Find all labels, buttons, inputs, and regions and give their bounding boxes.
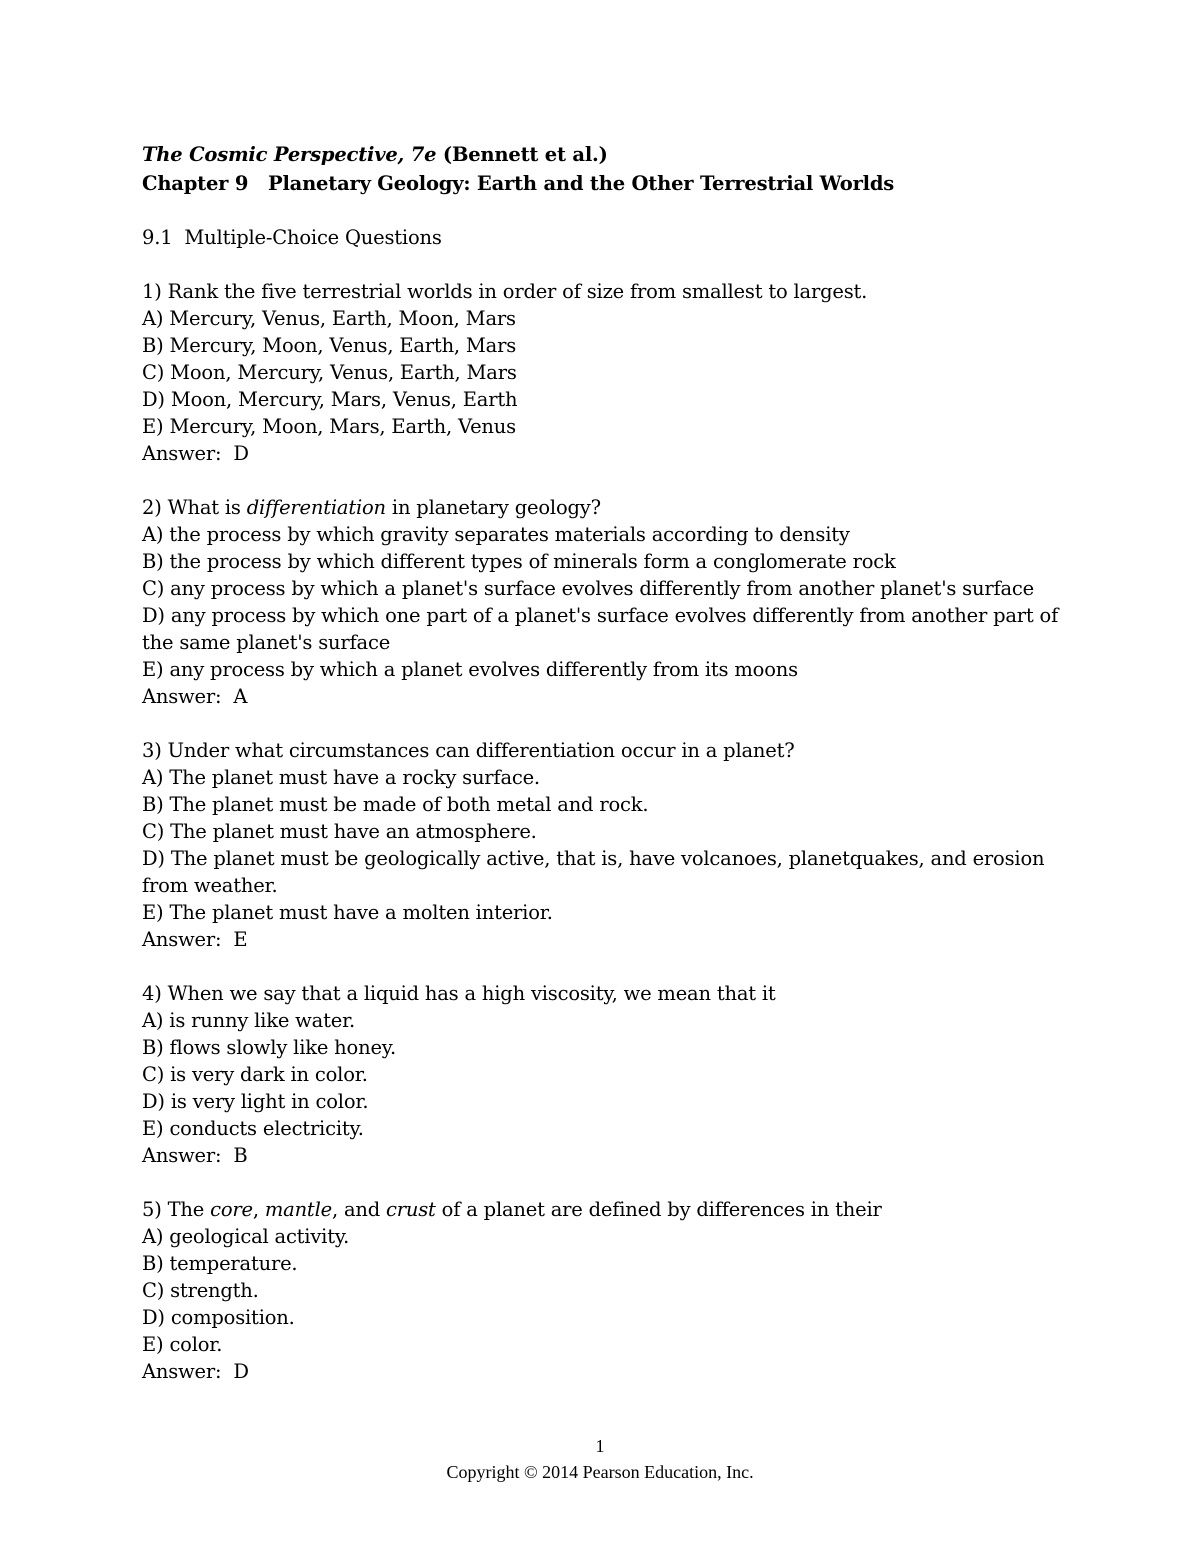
answer-option: C) Moon, Mercury, Venus, Earth, Mars [142,361,517,384]
stem-emphasis: differentiation [246,496,386,519]
stem-text: , and [331,1198,387,1221]
question-4 [142,980,1062,1169]
answer-option: A) is runny like water. [142,1009,356,1032]
answer-option: B) temperature. [142,1252,298,1275]
chapter-title: Chapter 9 Planetary Geology: Earth and the Other Terrestrial Worlds [142,172,895,195]
question-3 [142,737,1062,953]
answer-option: B) flows slowly like honey. [142,1036,397,1059]
answer-option: A) Mercury, Venus, Earth, Moon, Mars [142,307,516,330]
answer-option: A) the process by which gravity separates materials according to density [142,523,850,546]
question-5 [142,1196,1062,1385]
stem-text: 5) The [142,1198,211,1221]
book-edition: 7e [410,143,437,166]
stem-emphasis: core [210,1198,253,1221]
answer-option: B) The planet must be made of both metal and rock. [142,793,649,816]
stem-text: in planetary geology? [385,496,601,519]
book-title: The Cosmic Perspective, [142,143,405,166]
answer-option: E) The planet must have a molten interior. [142,901,553,924]
question-stem: 4) When we say that a liquid has a high viscosity, we mean that it [142,982,776,1005]
answer-option: A) geological activity. [142,1225,350,1248]
question-stem [142,494,1062,521]
answer-option: D) any process by which one part of a planet's surface evolves differently from another part of the same planet's surface [142,604,1059,654]
stem-text: , [252,1198,265,1221]
stem-text: 2) What is [142,496,247,519]
answer-option: C) any process by which a planet's surface evolves differently from another planet's surface [142,577,1034,600]
answer-option: E) conducts electricity. [142,1117,364,1140]
question-stem: 1) Rank the five terrestrial worlds in order of size from smallest to largest. [142,280,868,303]
stem-emphasis: crust [386,1198,436,1221]
stem-text: of a planet are defined by differences in their [435,1198,882,1221]
question-stem [142,1196,1062,1223]
page-number: 1 [595,1436,605,1456]
question-stem: 3) Under what circumstances can differentiation occur in a planet? [142,739,795,762]
question-1 [142,278,1062,467]
answer-option: D) composition. [142,1306,295,1329]
answer-option: C) strength. [142,1279,259,1302]
book-authors: (Bennett et al.) [442,143,608,166]
answer-option: B) Mercury, Moon, Venus, Earth, Mars [142,334,517,357]
answer-key: Answer: D [142,442,249,465]
answer-option: E) Mercury, Moon, Mars, Earth, Venus [142,415,516,438]
section-heading: 9.1 Multiple-Choice Questions [142,226,442,249]
copyright-notice: Copyright © 2014 Pearson Education, Inc. [446,1462,754,1482]
answer-option: D) Moon, Mercury, Mars, Venus, Earth [142,388,518,411]
stem-emphasis: mantle [264,1198,332,1221]
answer-key: Answer: E [142,928,248,951]
answer-option: A) The planet must have a rocky surface. [142,766,540,789]
answer-key: Answer: B [142,1144,248,1167]
answer-option: C) is very dark in color. [142,1063,368,1086]
answer-option: C) The planet must have an atmosphere. [142,820,537,843]
page-content [142,140,1062,1385]
answer-option: E) color. [142,1333,223,1356]
answer-key: Answer: D [142,1360,249,1383]
answer-option: D) The planet must be geologically active, that is, have volcanoes, planetquakes, and erosion from weather. [142,847,1045,897]
question-2 [142,494,1062,710]
answer-option: B) the process by which different types of minerals form a conglomerate rock [142,550,896,573]
book-title-line [142,140,1062,169]
answer-option: D) is very light in color. [142,1090,369,1113]
answer-option: E) any process by which a planet evolves differently from its moons [142,658,798,681]
answer-key: Answer: A [142,685,248,708]
